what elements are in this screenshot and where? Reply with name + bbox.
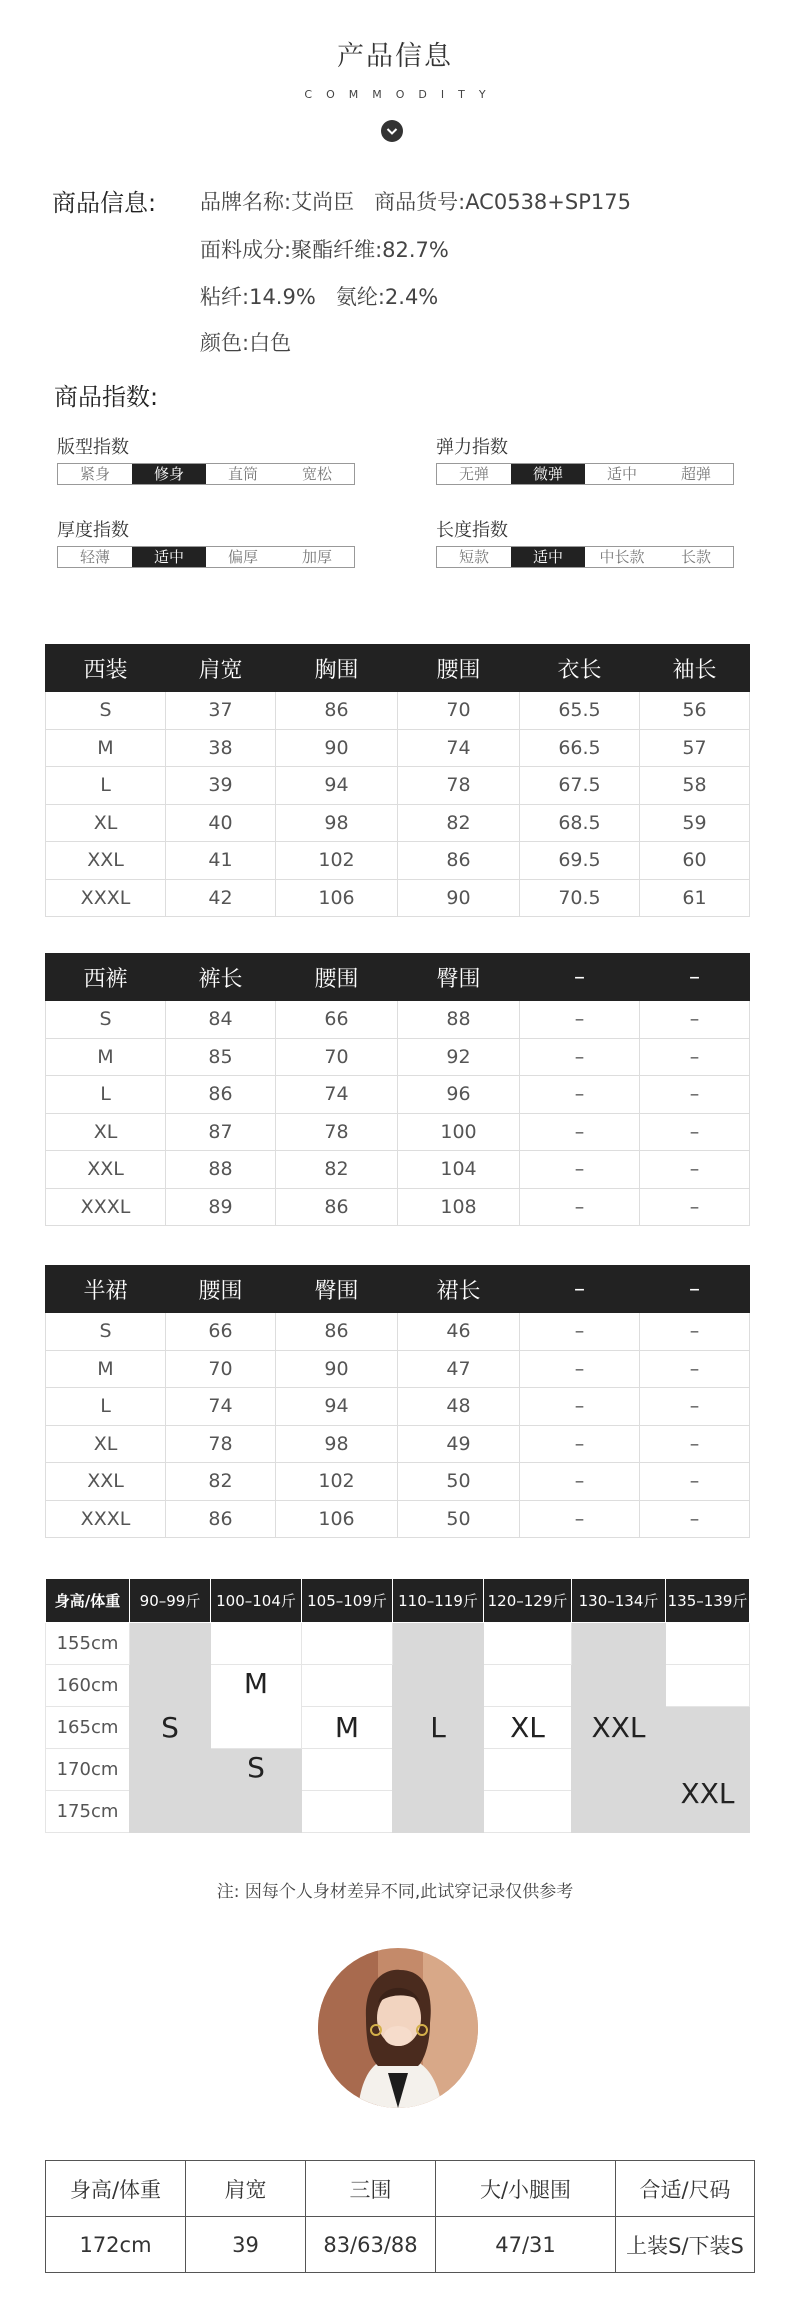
table-cell: M [46,1350,166,1388]
table-cell: 47 [398,1350,520,1388]
table-header: 胸围 [276,645,398,692]
table-cell: 94 [276,1388,398,1426]
index-option: 中长款 [599,548,645,566]
height-label: 155cm [46,1623,130,1665]
table-cell: – [640,1038,750,1076]
table-cell: 78 [166,1425,276,1463]
table-cell: 82 [398,804,520,842]
table-row [46,1188,750,1226]
table-cell: – [520,1076,640,1114]
table-cell: 94 [276,767,398,805]
fit-record-header-row [46,2161,755,2217]
fabric-3-value: 2.4% [384,285,439,309]
sku-value: AC0538+SP175 [465,190,631,214]
table-cell: 50 [398,1500,520,1538]
table-cell: XXXL [46,1500,166,1538]
table-cell: – [520,1151,640,1189]
size-chart-header-row [46,1579,750,1623]
table-header: 衣长 [520,645,640,692]
weight-header: 130–134斤 [572,1579,666,1623]
stretch-index-scale [436,463,734,485]
table-cell: XXXL [46,879,166,917]
skirt-size-table [45,1265,750,1538]
height-label: 165cm [46,1707,130,1749]
table-row [46,1113,750,1151]
table-cell: 70 [166,1350,276,1388]
table-row [46,1313,750,1351]
height-label: 160cm [46,1665,130,1707]
table-cell: – [640,1388,750,1426]
table-cell: 102 [276,1463,398,1501]
fit-record-table [45,2160,755,2273]
table-cell: 106 [276,879,398,917]
table-cell: 67.5 [520,767,640,805]
table-cell: XXL [46,842,166,880]
size-chart-row [46,1623,750,1665]
color-value: 白色 [249,331,292,355]
table-cell: – [640,1313,750,1351]
sku-label: 商品货号: [374,190,466,214]
table-cell: 86 [276,1188,398,1226]
table-cell: 100 [398,1113,520,1151]
height-weight-size-chart [45,1578,750,1833]
height-label: 175cm [46,1791,130,1833]
fit-index-scale [57,463,355,485]
table-cell: 49 [398,1425,520,1463]
table-row [46,767,750,805]
fit-value: 83/63/88 [306,2217,436,2273]
table-header: – [640,954,750,1001]
table-cell: 82 [166,1463,276,1501]
table-header-row [46,954,750,1001]
table-header: 腰围 [276,954,398,1001]
table-cell: – [640,1463,750,1501]
fabric-2-name: 粘纤: [200,285,250,309]
size-cell-empty [484,1791,572,1833]
table-row [46,1001,750,1039]
table-header: 西裤 [46,954,166,1001]
table-row [46,1350,750,1388]
size-cell: M [302,1707,393,1749]
table-cell: 46 [398,1313,520,1351]
fabric-1-name: 聚酯纤维: [291,238,383,262]
table-cell: 98 [276,1425,398,1463]
size-cell: S [130,1623,211,1833]
table-cell: 39 [166,767,276,805]
table-cell: – [520,1188,640,1226]
fit-header: 合适/尺码 [616,2161,755,2217]
fit-header: 肩宽 [186,2161,306,2217]
table-header: 臀围 [276,1266,398,1313]
table-cell: 66 [276,1001,398,1039]
fabric-2-value: 14.9% [249,285,316,309]
size-cell-empty [666,1623,750,1665]
table-cell: L [46,1388,166,1426]
table-header: – [520,954,640,1001]
table-header: 西装 [46,645,166,692]
table-cell: – [640,1350,750,1388]
table-cell: XL [46,804,166,842]
weight-header: 135–139斤 [666,1579,750,1623]
table-cell: – [640,1151,750,1189]
table-cell: 96 [398,1076,520,1114]
weight-header: 100–104斤 [211,1579,302,1623]
table-header: 腰围 [166,1266,276,1313]
weight-header: 120–129斤 [484,1579,572,1623]
table-cell: 98 [276,804,398,842]
fit-record-value-row [46,2217,755,2273]
fabric-1-value: 82.7% [382,238,449,262]
table-cell: 66 [166,1313,276,1351]
index-option: 适中 [511,547,585,567]
table-cell: 61 [640,879,750,917]
table-row [46,729,750,767]
table-cell: – [640,1425,750,1463]
table-cell: – [520,1038,640,1076]
table-cell: 82 [276,1151,398,1189]
size-cell: XXL [666,1707,750,1833]
table-cell: 69.5 [520,842,640,880]
index-option: 长款 [680,548,711,566]
table-cell: 50 [398,1463,520,1501]
table-row [46,1425,750,1463]
indices-label: 商品指数: [54,383,159,411]
fit-value: 172cm [46,2217,186,2273]
fit-value: 47/31 [436,2217,616,2273]
table-cell: XXL [46,1463,166,1501]
brand-and-sku-line [200,186,631,216]
suit-size-table [45,644,750,917]
table-cell: 90 [276,1350,398,1388]
size-cell-empty [302,1791,393,1833]
weight-header: 105–109斤 [302,1579,393,1623]
table-cell: XL [46,1113,166,1151]
index-option: 微弹 [511,464,585,484]
table-cell: 86 [166,1500,276,1538]
table-header: 肩宽 [166,645,276,692]
index-option: 适中 [132,547,206,567]
table-cell: 87 [166,1113,276,1151]
table-cell: M [46,729,166,767]
size-cell-empty [484,1623,572,1665]
table-cell: 38 [166,729,276,767]
table-header: 袖长 [640,645,750,692]
table-row [46,1151,750,1189]
table-row [46,692,750,730]
table-row [46,1463,750,1501]
table-cell: 74 [398,729,520,767]
table-header: 半裙 [46,1266,166,1313]
size-cell-empty [484,1749,572,1791]
size-cell-empty [302,1749,393,1791]
color-line [200,327,291,357]
table-row [46,1388,750,1426]
index-option: 加厚 [301,548,332,566]
size-cell: S [211,1749,302,1833]
fabric-line [200,234,449,264]
table-header: – [640,1266,750,1313]
table-cell: 78 [398,767,520,805]
disclaimer-note: 注: 因每个人身材差异不同,此试穿记录仅供参考 [216,1882,574,1902]
table-cell: – [640,1113,750,1151]
table-cell: 86 [166,1076,276,1114]
table-row [46,1500,750,1538]
table-cell: – [520,1350,640,1388]
table-cell: 48 [398,1388,520,1426]
size-cell-empty [484,1665,572,1707]
table-cell: – [520,1425,640,1463]
color-label: 颜色: [200,331,250,355]
chevron-down-icon [381,120,403,142]
table-cell: 60 [640,842,750,880]
table-cell: – [520,1001,640,1039]
table-header-row [46,645,750,692]
table-cell: – [640,1500,750,1538]
table-row [46,842,750,880]
table-cell: 89 [166,1188,276,1226]
table-cell: 84 [166,1001,276,1039]
fabric-line-2 [200,281,438,311]
table-cell: 41 [166,842,276,880]
table-cell: 42 [166,879,276,917]
table-cell: 74 [166,1388,276,1426]
table-cell: 74 [276,1076,398,1114]
table-header: 腰围 [398,645,520,692]
fit-header: 身高/体重 [46,2161,186,2217]
index-option: 轻薄 [79,548,110,566]
table-cell: – [520,1388,640,1426]
table-cell: – [640,1076,750,1114]
table-cell: 86 [398,842,520,880]
length-index-scale [436,546,734,568]
fabric-3-name: 氨纶: [335,285,385,309]
table-header: 裙长 [398,1266,520,1313]
size-cell: L [393,1623,484,1833]
table-cell: – [520,1500,640,1538]
table-row [46,804,750,842]
size-cell-empty [666,1665,750,1707]
index-option: 无弹 [458,465,489,483]
table-cell: 56 [640,692,750,730]
length-index-title: 长度指数 [436,520,508,541]
table-cell: – [640,1188,750,1226]
table-cell: – [520,1113,640,1151]
product-info-label: 商品信息: [52,189,157,217]
index-option: 直筒 [227,465,258,483]
page-title: 产品信息 [337,41,453,72]
table-cell: L [46,767,166,805]
table-cell: 78 [276,1113,398,1151]
weight-header: 110–119斤 [393,1579,484,1623]
table-header-row [46,1266,750,1313]
index-option: 短款 [458,548,489,566]
table-row [46,1076,750,1114]
table-cell: XXXL [46,1188,166,1226]
table-cell: 88 [166,1151,276,1189]
size-cell-empty [302,1665,393,1707]
index-option: 修身 [132,464,206,484]
index-option: 适中 [606,465,637,483]
table-cell: 106 [276,1500,398,1538]
table-cell: S [46,1001,166,1039]
table-cell: – [520,1313,640,1351]
table-cell: 88 [398,1001,520,1039]
table-cell: 59 [640,804,750,842]
thickness-index-title: 厚度指数 [57,520,129,541]
table-header: 臀围 [398,954,520,1001]
index-option: 宽松 [301,465,332,483]
weight-header: 90–99斤 [130,1579,211,1623]
fit-value: 39 [186,2217,306,2273]
table-cell: XL [46,1425,166,1463]
size-cell: M [211,1665,302,1749]
fit-header: 大/小腿围 [436,2161,616,2217]
index-option: 超弹 [680,465,711,483]
table-header: 裤长 [166,954,276,1001]
table-cell: L [46,1076,166,1114]
table-row [46,1038,750,1076]
table-cell: 108 [398,1188,520,1226]
table-header: – [520,1266,640,1313]
table-cell: 85 [166,1038,276,1076]
table-row [46,879,750,917]
table-cell: 65.5 [520,692,640,730]
fit-value: 上装S/下装S [616,2217,755,2273]
table-cell: 70 [276,1038,398,1076]
size-chart-corner: 身高/体重 [46,1579,130,1623]
thickness-index-scale [57,546,355,568]
table-cell: 104 [398,1151,520,1189]
table-cell: 70.5 [520,879,640,917]
table-cell: 92 [398,1038,520,1076]
fit-header: 三围 [306,2161,436,2217]
table-cell: 90 [276,729,398,767]
table-cell: S [46,692,166,730]
size-cell: XL [484,1707,572,1749]
pants-size-table [45,953,750,1226]
model-avatar [318,1948,478,2108]
table-cell: 58 [640,767,750,805]
table-cell: 70 [398,692,520,730]
table-cell: S [46,1313,166,1351]
table-cell: XXL [46,1151,166,1189]
index-option: 偏厚 [227,548,258,566]
height-label: 170cm [46,1749,130,1791]
size-cell: XXL [572,1623,666,1833]
table-cell: 86 [276,1313,398,1351]
table-cell: 66.5 [520,729,640,767]
size-cell-empty [211,1623,302,1665]
table-cell: 37 [166,692,276,730]
page-subtitle: COMMODITY [304,88,500,101]
fabric-label: 面料成分: [200,238,292,262]
table-cell: M [46,1038,166,1076]
table-cell: 102 [276,842,398,880]
stretch-index-title: 弹力指数 [436,437,508,458]
table-cell: 57 [640,729,750,767]
size-cell-empty [302,1623,393,1665]
table-cell: 40 [166,804,276,842]
table-cell: 90 [398,879,520,917]
fit-index-title: 版型指数 [57,437,129,458]
table-cell: 68.5 [520,804,640,842]
brand-value: 艾尚臣 [291,190,355,214]
table-cell: – [520,1463,640,1501]
index-option: 紧身 [79,465,110,483]
table-cell: – [640,1001,750,1039]
table-cell: 86 [276,692,398,730]
brand-label: 品牌名称: [200,190,292,214]
